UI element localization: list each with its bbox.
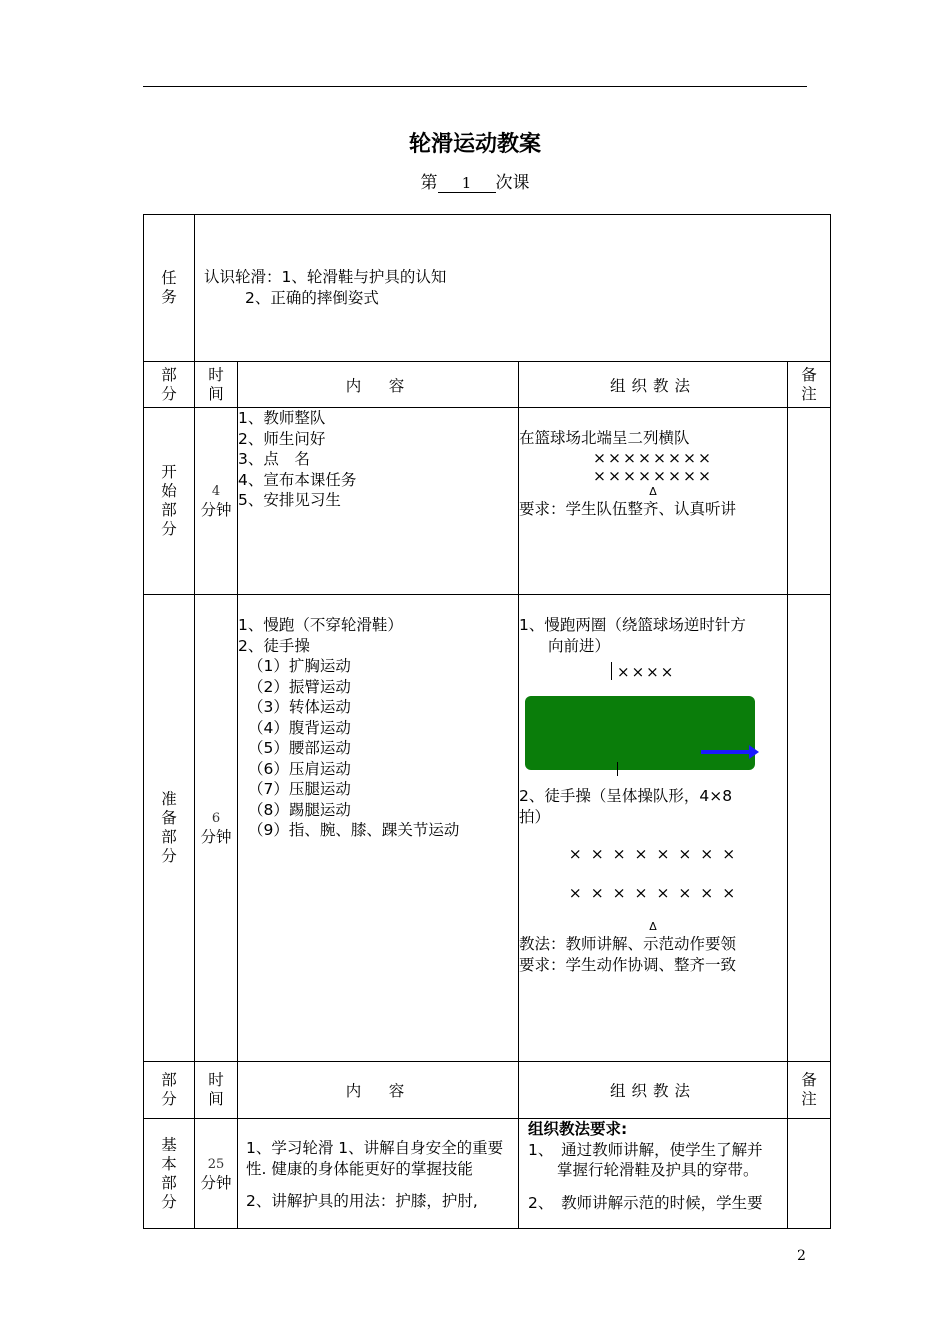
teacher-marker: Δ [649,484,657,498]
start-method [519,408,788,595]
formation-row-1: × × × × × × × × [568,845,738,863]
list-item: 1、慢跑（不穿轮滑鞋） [238,616,403,634]
court-diagram [519,662,787,772]
lesson-suffix: 次课 [495,173,530,193]
requirement-text: 要求：学生队伍整齐、认真听讲 [519,499,737,518]
header-method: 组织教法 [519,362,788,408]
basketball-court [525,696,755,770]
header-time: 时 间 [195,362,238,408]
task-line-2: 2、正确的摔倒姿式 [245,289,379,307]
list-item: （2）振臂运动 [248,677,351,696]
list-item: （3）转体运动 [248,698,351,716]
method-item-2: 2、 教师讲解示范的时候，学生要 [528,1193,763,1212]
formation-row-2: × × × × × × × × [568,884,738,902]
lesson-plan-table [143,214,831,1229]
list-item: 5、安排见习生 [238,491,341,509]
start-content [238,408,519,595]
direction-arrow-icon [701,750,749,754]
prep-method [519,595,788,1062]
header-note: 备 注 [788,1062,831,1119]
list-item: 1、学习轮滑 1、讲解自身安全的重要性. 健康的身体能更好的掌握技能 [246,1139,504,1178]
method-heading: 组织教法要求: [528,1120,628,1138]
task-line-1: 认识轮滑：1、轮滑鞋与护具的认知 [204,268,447,286]
formation-row-1: ×××××××× [593,448,713,467]
header-part: 部 分 [144,1062,195,1119]
prep-section-row [144,595,831,1062]
table-header-row [144,362,831,408]
run-instruction-2: 向前进） [548,636,611,655]
formation-text: 在篮球场北端呈二列横队 [519,429,690,447]
start-note [788,408,831,595]
lesson-prefix: 第 [420,173,438,193]
list-item: 2、讲解护具的用法：护膝，护肘, [246,1192,478,1210]
start-section-row [144,408,831,595]
prep-content [238,595,519,1062]
prep-label: 准 备 部 分 [144,595,195,1062]
task-content [195,215,831,362]
court-marker-line [611,662,612,680]
basic-content [238,1119,519,1229]
header-part: 部 分 [144,362,195,408]
basic-method [519,1119,788,1229]
task-label: 任 务 [144,215,195,362]
list-item: 2、徒手操 [238,636,310,655]
basic-note [788,1119,831,1229]
header-note: 备 注 [788,362,831,408]
teacher-marker: Δ [649,920,657,933]
list-item: （8）踢腿运动 [248,800,351,819]
teaching-method-text: 教法：教师讲解、示范动作要领 [519,935,737,953]
run-instruction-1: 1、慢跑两圈（绕篮球场逆时针方 [519,616,746,634]
header-method: 组织教法 [519,1062,788,1119]
list-item: （7）压腿运动 [248,780,351,798]
method-item-1: 1、 通过教师讲解，使学生了解并 [528,1140,763,1159]
court-marker-line-bottom [617,762,618,776]
page-title: 轮滑运动教案 [408,132,541,157]
table-header-row [144,1062,831,1119]
header-content: 内 容 [238,1062,519,1119]
exercise-instruction-2: 拍） [519,807,551,826]
basic-label: 基 本 部 分 [144,1119,195,1229]
basic-time: 25 分钟 [195,1119,238,1229]
basic-section-row [144,1119,831,1229]
requirement-text: 要求：学生动作协调、整齐一致 [519,955,737,974]
header-content: 内 容 [238,362,519,408]
list-item: （6）压肩运动 [248,759,351,778]
list-item: 2、师生问好 [238,429,326,448]
prep-note [788,595,831,1062]
court-formation: ×××× [617,663,676,681]
formation-row-2: ×××××××× [593,466,713,485]
list-item: （5）腰部运动 [248,739,351,757]
header-time: 时 间 [195,1062,238,1119]
lesson-number: 1 [438,174,496,193]
lesson-number-line [0,168,950,193]
list-item: （4）腹背运动 [248,718,351,737]
list-item: 4、宣布本课任务 [238,470,357,489]
method-item-1-cont: 掌握行轮滑鞋及护具的穿带。 [557,1161,759,1179]
list-item: 3、点 名 [238,450,310,468]
exercise-instruction-1: 2、徒手操（呈体操队形，4×8 [519,787,733,805]
start-label: 开 始 部 分 [144,408,195,595]
list-item: （1）扩胸运动 [248,657,351,675]
header-rule [143,86,807,87]
start-time: 4 分钟 [195,408,238,595]
page-number: 2 [797,1248,806,1264]
list-item: 1、教师整队 [238,409,326,427]
list-item: （9）指、腕、膝、踝关节运动 [248,821,460,839]
task-row [144,215,831,362]
prep-time: 6 分钟 [195,595,238,1062]
